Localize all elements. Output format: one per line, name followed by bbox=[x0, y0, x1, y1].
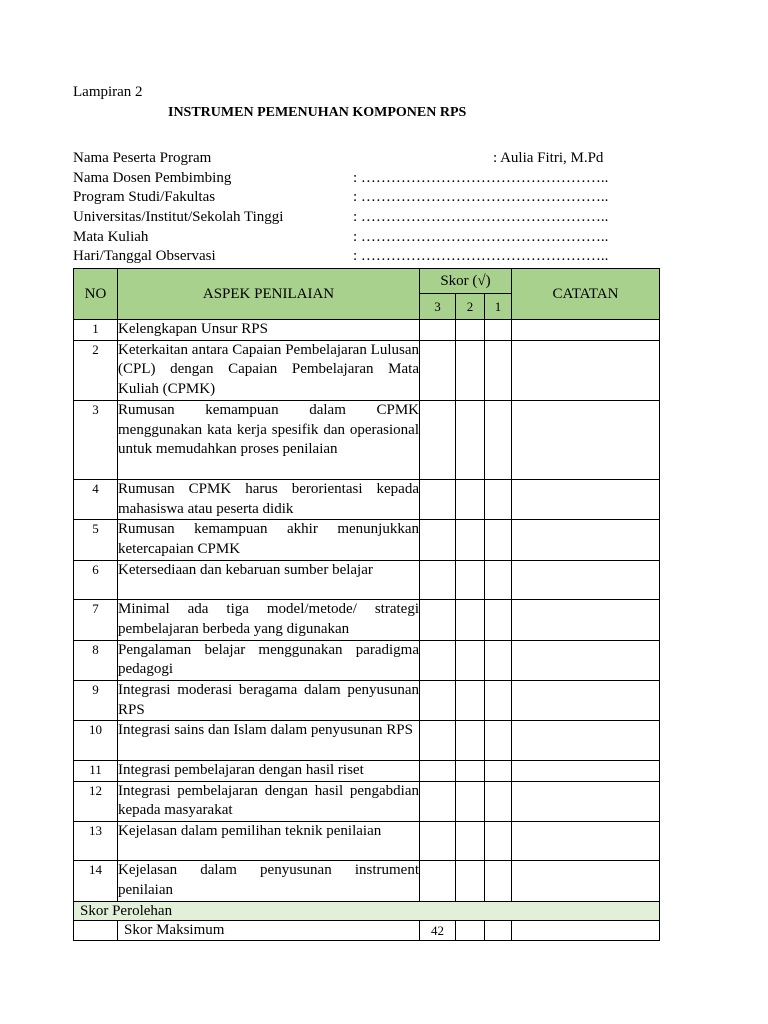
score-3-cell[interactable] bbox=[420, 721, 456, 761]
row-number: 4 bbox=[74, 479, 118, 519]
row-number: 3 bbox=[74, 400, 118, 479]
info-label-participant: Nama Peserta Program bbox=[73, 150, 212, 166]
info-label-supervisor: Nama Dosen Pembimbing bbox=[73, 169, 232, 186]
info-value-supervisor: : ………………………………………….. bbox=[353, 169, 609, 186]
score-1-cell[interactable] bbox=[485, 520, 512, 560]
score-max-cell-2 bbox=[456, 920, 485, 940]
row-number: 6 bbox=[74, 560, 118, 600]
score-3-cell[interactable] bbox=[420, 560, 456, 600]
score-2-cell[interactable] bbox=[456, 340, 485, 400]
info-value-participant: : Aulia Fitri, M.Pd bbox=[493, 150, 604, 166]
score-2-cell[interactable] bbox=[456, 479, 485, 519]
score-3-cell[interactable] bbox=[420, 520, 456, 560]
score-1-cell[interactable] bbox=[485, 821, 512, 861]
score-2-cell[interactable] bbox=[456, 821, 485, 861]
score-obtained-label: Skor Perolehan bbox=[74, 901, 660, 920]
score-3-cell[interactable] bbox=[420, 861, 456, 901]
notes-cell[interactable] bbox=[512, 760, 660, 781]
score-1-cell[interactable] bbox=[485, 560, 512, 600]
notes-cell[interactable] bbox=[512, 721, 660, 761]
row-aspect: Rumusan kemampuan akhir menunjukkan ketercapaian CPMK bbox=[118, 520, 420, 560]
table-row bbox=[74, 760, 660, 781]
assessment-table bbox=[73, 268, 660, 941]
row-aspect: Integrasi pembelajaran dengan hasil pengabdian kepada masyarakat bbox=[118, 781, 420, 821]
score-2-cell[interactable] bbox=[456, 320, 485, 341]
score-max-label: Skor Maksimum bbox=[118, 920, 420, 940]
row-number: 11 bbox=[74, 760, 118, 781]
header-score: Skor (√) bbox=[420, 269, 512, 294]
score-max-value: 42 bbox=[420, 920, 456, 940]
row-number: 8 bbox=[74, 640, 118, 680]
row-aspect: Ketersediaan dan kebaruan sumber belajar bbox=[118, 560, 420, 600]
row-number: 10 bbox=[74, 721, 118, 761]
row-aspect: Integrasi moderasi beragama dalam penyusunan RPS bbox=[118, 680, 420, 720]
document-title: INSTRUMEN PEMENUHAN KOMPONEN RPS bbox=[168, 105, 467, 120]
score-1-cell[interactable] bbox=[485, 680, 512, 720]
score-max-notes-cell bbox=[512, 920, 660, 940]
row-number: 14 bbox=[74, 861, 118, 901]
table-row bbox=[74, 560, 660, 600]
score-1-cell[interactable] bbox=[485, 600, 512, 640]
info-label-observation-date: Hari/Tanggal Observasi bbox=[73, 248, 216, 264]
score-1-cell[interactable] bbox=[485, 340, 512, 400]
score-2-cell[interactable] bbox=[456, 400, 485, 479]
info-value-observation-date: : ………………………………………….. bbox=[353, 248, 609, 264]
row-number: 9 bbox=[74, 680, 118, 720]
header-score-3: 3 bbox=[420, 294, 456, 320]
table-row bbox=[74, 640, 660, 680]
notes-cell[interactable] bbox=[512, 821, 660, 861]
notes-cell[interactable] bbox=[512, 479, 660, 519]
table-row bbox=[74, 479, 660, 519]
row-aspect: Pengalaman belajar menggunakan paradigma pedagogi bbox=[118, 640, 420, 680]
table-row bbox=[74, 821, 660, 861]
notes-cell[interactable] bbox=[512, 640, 660, 680]
info-value-study-program: : ………………………………………….. bbox=[353, 189, 609, 205]
score-3-cell[interactable] bbox=[420, 600, 456, 640]
row-aspect: Rumusan kemampuan dalam CPMK menggunakan kata kerja spesifik dan operasional untuk memudahkan proses penilaian bbox=[118, 400, 420, 479]
row-number: 1 bbox=[74, 320, 118, 341]
score-3-cell[interactable] bbox=[420, 760, 456, 781]
notes-cell[interactable] bbox=[512, 560, 660, 600]
row-aspect: Integrasi pembelajaran dengan hasil riset bbox=[118, 760, 420, 781]
row-number: 5 bbox=[74, 520, 118, 560]
score-1-cell[interactable] bbox=[485, 781, 512, 821]
info-label-course: Mata Kuliah bbox=[73, 228, 149, 245]
table-row bbox=[74, 600, 660, 640]
score-3-cell[interactable] bbox=[420, 479, 456, 519]
score-3-cell[interactable] bbox=[420, 340, 456, 400]
notes-cell[interactable] bbox=[512, 520, 660, 560]
row-aspect: Kejelasan dalam pemilihan teknik penilaian bbox=[118, 821, 420, 861]
row-aspect: Kejelasan dalam penyusunan instrument penilaian bbox=[118, 861, 420, 901]
score-2-cell[interactable] bbox=[456, 760, 485, 781]
row-aspect: Keterkaitan antara Capaian Pembelajaran Lulusan (CPL) dengan Capaian Pembelajaran Mata Kuliah (CPMK) bbox=[118, 340, 420, 400]
score-max-no-cell bbox=[74, 920, 118, 940]
row-number: 13 bbox=[74, 821, 118, 861]
appendix-label: Lampiran 2 bbox=[73, 84, 143, 100]
row-aspect: Rumusan CPMK harus berorientasi kepada mahasiswa atau peserta didik bbox=[118, 479, 420, 519]
score-2-cell[interactable] bbox=[456, 520, 485, 560]
table-row bbox=[74, 320, 660, 341]
notes-cell[interactable] bbox=[512, 861, 660, 901]
row-aspect: Kelengkapan Unsur RPS bbox=[118, 320, 420, 341]
info-label-study-program: Program Studi/Fakultas bbox=[73, 189, 216, 205]
notes-cell[interactable] bbox=[512, 781, 660, 821]
score-2-cell[interactable] bbox=[456, 560, 485, 600]
info-value-course: : ………………………………………….. bbox=[353, 228, 609, 245]
row-number: 7 bbox=[74, 600, 118, 640]
info-label-university: Universitas/Institut/Sekolah Tinggi bbox=[73, 209, 284, 225]
table-row bbox=[74, 340, 660, 400]
notes-cell[interactable] bbox=[512, 680, 660, 720]
header-aspect: ASPEK PENILAIAN bbox=[118, 269, 420, 320]
score-1-cell[interactable] bbox=[485, 760, 512, 781]
score-2-cell[interactable] bbox=[456, 640, 485, 680]
header-no: NO bbox=[74, 269, 118, 320]
header-score-2: 2 bbox=[456, 294, 485, 320]
score-1-cell[interactable] bbox=[485, 861, 512, 901]
notes-cell[interactable] bbox=[512, 600, 660, 640]
score-2-cell[interactable] bbox=[456, 781, 485, 821]
header-score-1: 1 bbox=[485, 294, 512, 320]
table-row bbox=[74, 861, 660, 901]
table-row bbox=[74, 680, 660, 720]
notes-cell[interactable] bbox=[512, 340, 660, 400]
info-value-university: : ………………………………………….. bbox=[353, 209, 609, 225]
score-3-cell[interactable] bbox=[420, 320, 456, 341]
table-row bbox=[74, 520, 660, 560]
score-1-cell[interactable] bbox=[485, 400, 512, 479]
row-number: 2 bbox=[74, 340, 118, 400]
table-row bbox=[74, 400, 660, 479]
score-2-cell[interactable] bbox=[456, 600, 485, 640]
notes-cell[interactable] bbox=[512, 320, 660, 341]
score-2-cell[interactable] bbox=[456, 680, 485, 720]
score-3-cell[interactable] bbox=[420, 640, 456, 680]
score-2-cell[interactable] bbox=[456, 861, 485, 901]
score-3-cell[interactable] bbox=[420, 400, 456, 479]
header-notes: CATATAN bbox=[512, 269, 660, 320]
score-3-cell[interactable] bbox=[420, 821, 456, 861]
row-number: 12 bbox=[74, 781, 118, 821]
table-row bbox=[74, 721, 660, 761]
table-row bbox=[74, 781, 660, 821]
row-aspect: Minimal ada tiga model/metode/ strategi pembelajaran berbeda yang digunakan bbox=[118, 600, 420, 640]
score-1-cell[interactable] bbox=[485, 320, 512, 341]
row-aspect: Integrasi sains dan Islam dalam penyusunan RPS bbox=[118, 721, 420, 761]
score-1-cell[interactable] bbox=[485, 479, 512, 519]
score-3-cell[interactable] bbox=[420, 781, 456, 821]
score-1-cell[interactable] bbox=[485, 721, 512, 761]
score-max-cell-1 bbox=[485, 920, 512, 940]
score-2-cell[interactable] bbox=[456, 721, 485, 761]
score-1-cell[interactable] bbox=[485, 640, 512, 680]
score-3-cell[interactable] bbox=[420, 680, 456, 720]
notes-cell[interactable] bbox=[512, 400, 660, 479]
